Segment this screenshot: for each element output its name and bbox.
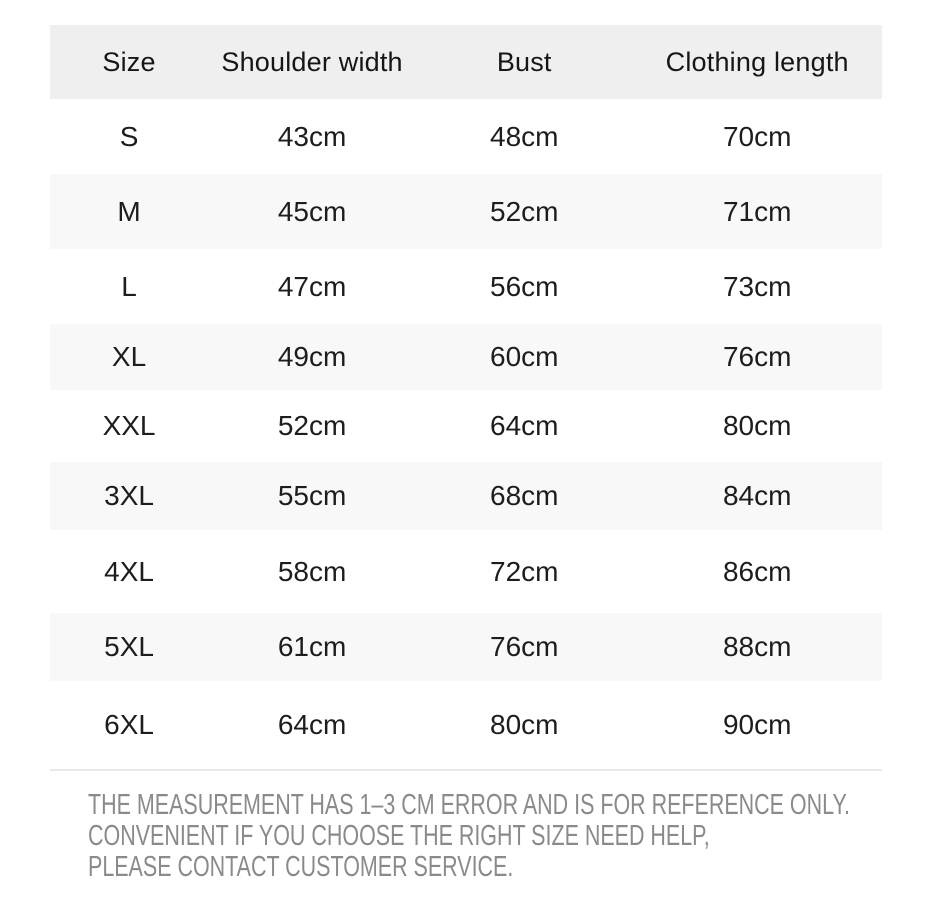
measurement-disclaimer bbox=[88, 790, 850, 883]
column-header-size: Size bbox=[50, 25, 208, 99]
bust-cell: 60cm bbox=[416, 324, 632, 390]
bust-cell: 76cm bbox=[416, 613, 632, 681]
table-row-6xl bbox=[50, 681, 882, 770]
bust-cell: 56cm bbox=[490, 270, 559, 302]
size-chart-body bbox=[50, 99, 882, 770]
bust-cell: 64cm bbox=[490, 410, 559, 441]
table-row-5xl bbox=[50, 613, 882, 681]
shoulder-width-cell: 52cm bbox=[277, 410, 347, 441]
shoulder-width-cell: 45cm bbox=[208, 174, 416, 249]
table-row-xl bbox=[50, 324, 882, 390]
shoulder-width-cell: 47cm bbox=[277, 270, 347, 302]
disclaimer-line: CONVENIENT IF YOU CHOOSE THE RIGHT SIZE NEED HELP, bbox=[88, 820, 710, 852]
bust-cell: 48cm bbox=[490, 120, 559, 152]
disclaimer-line: PLEASE CONTACT CUSTOMER SERVICE. bbox=[88, 851, 514, 883]
shoulder-width-cell: 43cm bbox=[277, 120, 347, 152]
table-row-4xl bbox=[50, 530, 882, 613]
size-cell: 5XL bbox=[50, 613, 208, 681]
clothing-length-cell: 88cm bbox=[632, 613, 882, 681]
size-cell: M bbox=[50, 174, 208, 249]
clothing-length-cell: 80cm bbox=[722, 410, 792, 441]
table-row-m bbox=[50, 174, 882, 249]
shoulder-width-cell: 55cm bbox=[208, 462, 416, 530]
bust-cell: 72cm bbox=[490, 555, 559, 587]
bust-cell: 52cm bbox=[416, 174, 632, 249]
size-cell: 3XL bbox=[50, 462, 208, 530]
bust-cell: 68cm bbox=[416, 462, 632, 530]
column-header-clothing-length: Clothing length bbox=[632, 25, 882, 99]
clothing-length-cell: 84cm bbox=[632, 462, 882, 530]
size-cell: L bbox=[121, 270, 137, 302]
table-row-3xl bbox=[50, 462, 882, 530]
clothing-length-cell: 73cm bbox=[722, 270, 792, 302]
clothing-length-cell: 86cm bbox=[722, 555, 792, 587]
column-header-shoulder-width: Shoulder width bbox=[208, 25, 416, 99]
table-row-s bbox=[50, 99, 882, 174]
table-row-xxl bbox=[50, 390, 882, 462]
shoulder-width-cell: 58cm bbox=[277, 555, 347, 587]
column-header-bust: Bust bbox=[416, 25, 632, 99]
size-cell: XL bbox=[50, 324, 208, 390]
size-chart bbox=[50, 25, 882, 771]
disclaimer-line: THE MEASUREMENT HAS 1–3 CM ERROR AND IS FOR REFERENCE ONLY. bbox=[88, 789, 850, 821]
size-cell: 4XL bbox=[104, 555, 154, 587]
size-cell: XXL bbox=[102, 410, 156, 441]
header-row bbox=[50, 25, 882, 99]
clothing-length-cell: 71cm bbox=[632, 174, 882, 249]
clothing-length-cell: 70cm bbox=[722, 120, 792, 152]
clothing-length-cell: 76cm bbox=[632, 324, 882, 390]
shoulder-width-cell: 64cm bbox=[277, 709, 347, 740]
table-row-l bbox=[50, 249, 882, 324]
bust-cell: 80cm bbox=[490, 709, 559, 740]
size-cell: S bbox=[119, 120, 139, 152]
shoulder-width-cell: 61cm bbox=[208, 613, 416, 681]
shoulder-width-cell: 49cm bbox=[208, 324, 416, 390]
clothing-length-cell: 90cm bbox=[722, 709, 792, 740]
size-chart-header bbox=[50, 25, 882, 99]
size-cell: 6XL bbox=[104, 709, 154, 740]
size-chart-table bbox=[50, 25, 882, 771]
